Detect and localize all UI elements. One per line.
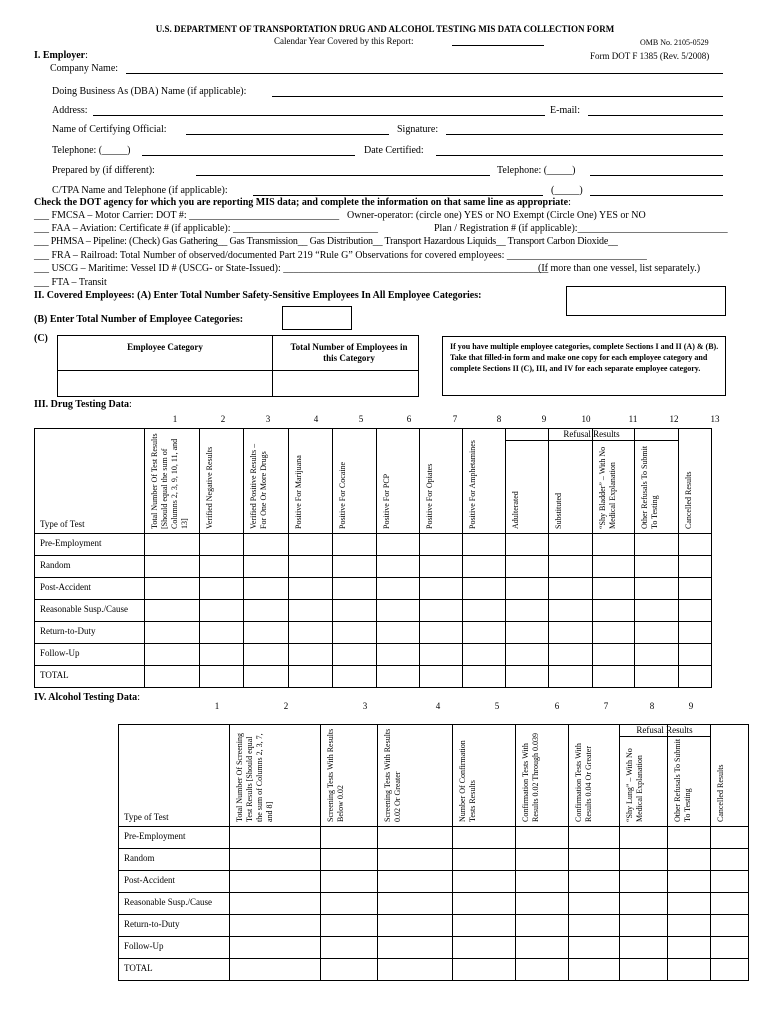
alcohol-cell-input[interactable]: [620, 849, 667, 870]
alcohol-cell-input[interactable]: [620, 827, 667, 848]
drug-cell-input[interactable]: [463, 578, 505, 599]
drug-cell-input[interactable]: [679, 600, 711, 621]
drug-col-header: Adulterated: [511, 491, 520, 529]
agency-instruction-text: Check the DOT agency for which you are reporting MIS data; and complete the information on that same line as appropriate: [34, 197, 569, 208]
calendar-year-field[interactable]: [452, 45, 544, 46]
drug-cell-input[interactable]: [377, 600, 419, 621]
alcohol-cell-input[interactable]: [378, 849, 452, 870]
drug-row-label: TOTAL: [40, 670, 69, 680]
alcohol-cell-input[interactable]: [668, 827, 710, 848]
alcohol-cell-input[interactable]: [620, 959, 667, 980]
drug-right-border: [711, 428, 712, 688]
alcohol-cell-input[interactable]: [569, 959, 619, 980]
date-certified-label: Date Certified:: [364, 145, 424, 156]
drug-cell-input[interactable]: [420, 534, 462, 555]
drug-row-label: Return-to-Duty: [40, 626, 96, 636]
alcohol-cell-input[interactable]: [569, 915, 619, 936]
alcohol-cell-input[interactable]: [453, 937, 515, 958]
prepared-by-label: Prepared by (if different):: [52, 165, 155, 176]
drug-cell-input[interactable]: [145, 578, 199, 599]
certifying-official-field[interactable]: [186, 134, 389, 135]
signature-label: Signature:: [397, 124, 439, 135]
alcohol-cell-input[interactable]: [620, 937, 667, 958]
alcohol-left-border: [118, 724, 119, 981]
agency-fmcsa[interactable]: ___ FMCSA – Motor Carrier: DOT #: ______________________________: [34, 210, 340, 221]
total-employees-input[interactable]: [566, 286, 726, 316]
drug-cell-input[interactable]: [679, 666, 711, 687]
alcohol-cell-input[interactable]: [230, 959, 320, 980]
drug-cell-input[interactable]: [200, 578, 243, 599]
drug-cell-input[interactable]: [244, 534, 288, 555]
drug-cell-input[interactable]: [506, 600, 548, 621]
drug-cell-input[interactable]: [593, 600, 634, 621]
drug-col-header: Positive For Marijuana: [294, 455, 303, 529]
alcohol-cell-input[interactable]: [711, 937, 748, 958]
agency-fra[interactable]: ___ FRA – Railroad: Total Number of observed/documented Part 219 “Rule G” Observations for covered employees: ____________________________: [34, 250, 647, 261]
drug-cell-input[interactable]: [463, 666, 505, 687]
drug-cell-input[interactable]: [420, 578, 462, 599]
ctpa-field[interactable]: [253, 195, 543, 196]
alcohol-cell-input[interactable]: [230, 849, 320, 870]
alcohol-col-number: 3: [362, 701, 368, 711]
alcohol-cell-input[interactable]: [569, 871, 619, 892]
alcohol-cell-input[interactable]: [321, 893, 377, 914]
drug-cell-input[interactable]: [420, 600, 462, 621]
alcohol-cell-input[interactable]: [453, 871, 515, 892]
drug-cell-input[interactable]: [420, 666, 462, 687]
drug-cell-input[interactable]: [289, 556, 332, 577]
employee-category-header: Employee Category: [127, 342, 203, 352]
alcohol-cell-input[interactable]: [711, 827, 748, 848]
alcohol-row-label: Random: [124, 853, 155, 863]
alcohol-cell-input[interactable]: [230, 871, 320, 892]
drug-row-label: Reasonable Susp./Cause: [40, 604, 128, 614]
form-number: Form DOT F 1385 (Rev. 5/2008): [590, 51, 710, 61]
drug-col-number: 6: [406, 414, 412, 424]
alcohol-cell-input[interactable]: [378, 827, 452, 848]
alcohol-cell-input[interactable]: [378, 959, 452, 980]
alcohol-cell-input[interactable]: [569, 937, 619, 958]
drug-col-header: Positive For Opiates: [425, 463, 434, 529]
alcohol-cell-input[interactable]: [516, 959, 568, 980]
drug-cell-input[interactable]: [463, 556, 505, 577]
drug-cell-input[interactable]: [377, 578, 419, 599]
drug-cell-input[interactable]: [549, 556, 592, 577]
drug-cell-input[interactable]: [463, 534, 505, 555]
drug-cell-input[interactable]: [679, 556, 711, 577]
drug-row-label: Follow-Up: [40, 648, 80, 658]
employee-category-input[interactable]: [58, 371, 271, 395]
drug-cell-input[interactable]: [679, 622, 711, 643]
drug-cell-input[interactable]: [679, 644, 711, 665]
drug-cell-input[interactable]: [333, 622, 376, 643]
alcohol-cell-input[interactable]: [453, 915, 515, 936]
drug-cell-input[interactable]: [145, 622, 199, 643]
drug-cell-input[interactable]: [289, 578, 332, 599]
alcohol-cell-input[interactable]: [321, 915, 377, 936]
drug-cell-input[interactable]: [593, 622, 634, 643]
drug-col-header: “Shy Bladder” – With No Medical Explanation: [598, 446, 617, 529]
drug-col-number: 10: [581, 414, 591, 424]
drug-testing-heading-text: III. Drug Testing Data: [34, 399, 130, 410]
dba-field[interactable]: [272, 96, 723, 97]
drug-cell-input[interactable]: [506, 578, 548, 599]
alcohol-cell-input[interactable]: [321, 871, 377, 892]
alcohol-col-number: 9: [688, 701, 694, 711]
drug-cell-input[interactable]: [200, 556, 243, 577]
drug-cell-input[interactable]: [549, 666, 592, 687]
drug-col-header: Cancelled Results: [684, 471, 693, 529]
drug-col-header: Total Number Of Test Results [Should equal the sum of Columns 2, 3, 9, 10, 11, and 13]: [150, 433, 189, 529]
telephone2-label: Telephone: (_____): [497, 165, 576, 176]
alcohol-cell-input[interactable]: [711, 959, 748, 980]
drug-cell-input[interactable]: [506, 556, 548, 577]
drug-cell-input[interactable]: [333, 578, 376, 599]
date-certified-field[interactable]: [436, 155, 723, 156]
alcohol-cell-input[interactable]: [321, 849, 377, 870]
drug-cell-input[interactable]: [463, 600, 505, 621]
alcohol-cell-input[interactable]: [378, 871, 452, 892]
alcohol-col-header: Screening Tests With Results Below 0.02: [326, 728, 345, 822]
drug-cell-input[interactable]: [200, 600, 243, 621]
alcohol-cell-input[interactable]: [668, 937, 710, 958]
total-in-category-header: Total Number of Employees in this Category: [290, 342, 408, 363]
drug-cell-input[interactable]: [463, 622, 505, 643]
drug-cell-input[interactable]: [244, 600, 288, 621]
drug-col-number: 11: [628, 414, 638, 424]
drug-cell-input[interactable]: [200, 666, 243, 687]
drug-cell-input[interactable]: [145, 666, 199, 687]
alcohol-cell-input[interactable]: [321, 827, 377, 848]
section-c-label: (C): [34, 333, 48, 344]
ctpa-phone-label: (_____): [551, 185, 583, 196]
drug-cell-input[interactable]: [244, 622, 288, 643]
employer-heading-text: I. Employer: [34, 50, 86, 61]
drug-cell-input[interactable]: [333, 666, 376, 687]
alcohol-cell-input[interactable]: [453, 827, 515, 848]
agency-fta[interactable]: ___ FTA – Transit: [34, 277, 107, 288]
drug-refusal-header: Refusal Results: [563, 429, 620, 439]
email-label: E-mail:: [550, 105, 580, 116]
drug-cell-input[interactable]: [377, 556, 419, 577]
alcohol-col-number: 8: [649, 701, 655, 711]
alcohol-col-header: Confirmation Tests With Results 0.04 Or Greater: [574, 743, 593, 822]
drug-col-header: Positive For PCP: [382, 473, 391, 529]
drug-cell-input[interactable]: [593, 556, 634, 577]
drug-col-number: 1: [172, 414, 178, 424]
drug-cell-input[interactable]: [377, 622, 419, 643]
drug-col-header: Substituted: [554, 492, 563, 529]
drug-cell-input[interactable]: [289, 666, 332, 687]
alcohol-col-header: Cancelled Results: [716, 764, 725, 822]
covered-employees-heading: II. Covered Employees: (A) Enter Total Number Safety-Sensitive Employees In All Employee Categories:: [34, 290, 482, 301]
drug-cell-input[interactable]: [593, 666, 634, 687]
alcohol-col-number: 6: [554, 701, 560, 711]
alcohol-testing-heading: [34, 692, 140, 703]
alcohol-type-header: Type of Test: [124, 812, 169, 822]
alcohol-col-number: 7: [603, 701, 609, 711]
drug-cell-input[interactable]: [244, 578, 288, 599]
alcohol-cell-input[interactable]: [516, 871, 568, 892]
drug-cell-input[interactable]: [679, 578, 711, 599]
alcohol-cell-input[interactable]: [516, 893, 568, 914]
drug-cell-input[interactable]: [420, 644, 462, 665]
drug-row-label: Post-Accident: [40, 582, 91, 592]
alcohol-cell-input[interactable]: [516, 827, 568, 848]
drug-cell-input[interactable]: [333, 534, 376, 555]
drug-cell-input[interactable]: [635, 644, 678, 665]
drug-col-number: 13: [710, 414, 720, 424]
drug-cell-input[interactable]: [145, 644, 199, 665]
alcohol-refusal-header: Refusal Results: [636, 725, 693, 735]
drug-col-number: 12: [669, 414, 679, 424]
agency-fmcsa-owner: Owner-operator: (circle one) YES or NO Exempt (Circle One) YES or NO: [347, 210, 646, 221]
alcohol-cell-input[interactable]: [378, 937, 452, 958]
alcohol-cell-input[interactable]: [620, 915, 667, 936]
drug-cell-input[interactable]: [377, 644, 419, 665]
drug-cell-input[interactable]: [145, 556, 199, 577]
drug-cell-input[interactable]: [420, 622, 462, 643]
company-name-field[interactable]: [126, 73, 723, 74]
alcohol-bottom-border: [118, 980, 749, 981]
alcohol-row-label: TOTAL: [124, 963, 153, 973]
employee-categories-input[interactable]: [282, 306, 352, 330]
form-title: U.S. DEPARTMENT OF TRANSPORTATION DRUG AND ALCOHOL TESTING MIS DATA COLLECTION FORM: [155, 24, 615, 34]
email-field[interactable]: [588, 115, 723, 116]
drug-col-header: Positive For Cocaine: [338, 461, 347, 529]
alcohol-cell-input[interactable]: [569, 827, 619, 848]
drug-col-number: 2: [220, 414, 226, 424]
drug-cell-input[interactable]: [593, 578, 634, 599]
alcohol-row-label: Post-Accident: [124, 875, 175, 885]
drug-cell-input[interactable]: [200, 644, 243, 665]
alcohol-col-header: Total Number Of Screening Test Results [Should equal the sum of Columns 2, 3, 7, and 8]: [235, 733, 274, 822]
ctpa-phone-field[interactable]: [590, 195, 723, 196]
drug-cell-input[interactable]: [463, 644, 505, 665]
alcohol-col-header: Number Of Confirmation Tests Results: [458, 740, 477, 822]
drug-refusal-line: [505, 440, 679, 441]
drug-col-header: Other Refusals To Submit To Testing: [640, 445, 659, 529]
telephone2-field[interactable]: [590, 175, 723, 176]
agency-instruction: [34, 197, 571, 208]
alcohol-col-header: Confirmation Tests With Results 0.02 Through 0.039: [521, 733, 540, 822]
agency-uscg[interactable]: ___ USCG – Maritime: Vessel ID # (USCG- or State-Issued): _____________________________________________________: [34, 263, 549, 274]
employee-categories-label: (B) Enter Total Number of Employee Categories:: [34, 314, 244, 325]
alcohol-col-number: 2: [283, 701, 289, 711]
drug-col-number: 7: [452, 414, 458, 424]
alcohol-col-header: Screening Tests With Results 0.02 Or Greater: [383, 728, 402, 822]
drug-cell-input[interactable]: [506, 644, 548, 665]
drug-col-number: 4: [313, 414, 319, 424]
drug-cell-input[interactable]: [549, 600, 592, 621]
alcohol-cell-input[interactable]: [230, 915, 320, 936]
drug-cell-input[interactable]: [549, 644, 592, 665]
alcohol-cell-input[interactable]: [620, 871, 667, 892]
drug-cell-input[interactable]: [244, 556, 288, 577]
drug-testing-heading-colon: :: [129, 399, 132, 410]
alcohol-cell-input[interactable]: [378, 915, 452, 936]
drug-cell-input[interactable]: [333, 600, 376, 621]
alcohol-cell-input[interactable]: [453, 893, 515, 914]
calendar-year-label: Calendar Year Covered by this Report:: [274, 36, 414, 46]
drug-col-number: 9: [541, 414, 547, 424]
ctpa-label: C/TPA Name and Telephone (if applicable):: [52, 185, 228, 196]
alcohol-col-header: Other Refusals To Submit To Testing: [673, 738, 692, 822]
drug-cell-input[interactable]: [506, 534, 548, 555]
alcohol-cell-input[interactable]: [711, 871, 748, 892]
alcohol-testing-heading-colon: :: [137, 692, 140, 703]
telephone-field[interactable]: [142, 155, 355, 156]
alcohol-col-number: 4: [435, 701, 441, 711]
drug-col-header: Verified Negative Results: [205, 446, 214, 529]
employer-heading: [34, 50, 88, 61]
drug-cell-input[interactable]: [377, 666, 419, 687]
alcohol-cell-input[interactable]: [668, 849, 710, 870]
drug-left-border: [34, 428, 35, 688]
drug-cell-input[interactable]: [635, 622, 678, 643]
drug-cell-input[interactable]: [289, 600, 332, 621]
drug-cell-input[interactable]: [593, 534, 634, 555]
total-in-category-input[interactable]: [273, 371, 417, 395]
drug-cell-input[interactable]: [549, 622, 592, 643]
drug-cell-input[interactable]: [244, 644, 288, 665]
drug-cell-input[interactable]: [593, 644, 634, 665]
certifying-official-label: Name of Certifying Official:: [52, 124, 167, 135]
multiple-categories-note: If you have multiple employee categories, complete Sections I and II (A) & (B). Take that filled-in form and make one copy for each employee category and complete Sections II (C), III, and IV for each separate employee category.: [450, 342, 719, 373]
drug-cell-input[interactable]: [200, 534, 243, 555]
drug-col-number: 8: [496, 414, 502, 424]
drug-col-number: 5: [358, 414, 364, 424]
alcohol-cell-input[interactable]: [516, 849, 568, 870]
alcohol-cell-input[interactable]: [620, 893, 667, 914]
signature-field[interactable]: [446, 134, 723, 135]
drug-cell-input[interactable]: [289, 534, 332, 555]
drug-bottom-border: [34, 687, 712, 688]
address-field[interactable]: [93, 115, 545, 116]
dba-label: Doing Business As (DBA) Name (if applicable):: [52, 86, 247, 97]
alcohol-refusal-line: [619, 736, 711, 737]
alcohol-cell-input[interactable]: [516, 915, 568, 936]
alcohol-col-number: 5: [494, 701, 500, 711]
drug-cell-input[interactable]: [244, 666, 288, 687]
alcohol-cell-input[interactable]: [516, 937, 568, 958]
drug-col-header: Positive For Amphetamines: [468, 440, 477, 529]
alcohol-cell-input[interactable]: [378, 893, 452, 914]
drug-cell-input[interactable]: [289, 622, 332, 643]
alcohol-cell-input[interactable]: [711, 915, 748, 936]
drug-cell-input[interactable]: [635, 578, 678, 599]
alcohol-cell-input[interactable]: [230, 893, 320, 914]
drug-cell-input[interactable]: [549, 578, 592, 599]
drug-col-header: Verified Positive Results – For One Or More Drugs: [249, 443, 268, 529]
alcohol-cell-input[interactable]: [453, 959, 515, 980]
alcohol-testing-heading-text: IV. Alcohol Testing Data: [34, 692, 138, 703]
drug-cell-input[interactable]: [420, 556, 462, 577]
drug-cell-input[interactable]: [333, 644, 376, 665]
drug-cell-input[interactable]: [333, 556, 376, 577]
drug-cell-input[interactable]: [635, 600, 678, 621]
agency-faa-plan: Plan / Registration # (if applicable):______________________________: [434, 223, 728, 234]
alcohol-right-border: [748, 724, 749, 981]
agency-instruction-colon: :: [568, 197, 571, 208]
drug-type-header: Type of Test: [40, 519, 85, 529]
drug-cell-input[interactable]: [679, 534, 711, 555]
drug-cell-input[interactable]: [145, 534, 199, 555]
drug-row-label: Pre-Employment: [40, 538, 102, 548]
alcohol-cell-input[interactable]: [321, 959, 377, 980]
drug-cell-input[interactable]: [506, 622, 548, 643]
drug-cell-input[interactable]: [289, 644, 332, 665]
agency-phmsa[interactable]: ___ PHMSA – Pipeline: (Check) Gas Gathering__ Gas Transmission__ Gas Distribution__ Transport Hazardous Liquids__ Transport Carbon Dioxide__: [34, 236, 618, 247]
company-name-label: Company Name:: [50, 63, 119, 74]
alcohol-cell-input[interactable]: [453, 849, 515, 870]
drug-cell-input[interactable]: [549, 534, 592, 555]
employer-heading-colon: :: [85, 50, 88, 61]
alcohol-cell-input[interactable]: [321, 937, 377, 958]
drug-cell-input[interactable]: [635, 556, 678, 577]
drug-col-number: 3: [265, 414, 271, 424]
telephone-label: Telephone: (_____): [52, 145, 131, 156]
alcohol-row-label: Reasonable Susp./Cause: [124, 897, 212, 907]
omb-number: OMB No. 2105-0529: [640, 38, 709, 47]
drug-cell-input[interactable]: [635, 534, 678, 555]
alcohol-cell-input[interactable]: [668, 893, 710, 914]
drug-row-label: Random: [40, 560, 71, 570]
alcohol-col-header: “Shy Lung” – With No Medical Explanation: [625, 748, 644, 822]
drug-cell-input[interactable]: [145, 600, 199, 621]
alcohol-cell-input[interactable]: [711, 893, 748, 914]
agency-uscg-note: (If more than one vessel, list separately.): [538, 263, 701, 274]
alcohol-cell-input[interactable]: [668, 871, 710, 892]
address-label: Address:: [52, 105, 88, 116]
drug-testing-heading: [34, 399, 132, 410]
alcohol-cell-input[interactable]: [569, 849, 619, 870]
drug-cell-input[interactable]: [200, 622, 243, 643]
agency-faa[interactable]: ___ FAA – Aviation: Certificate # (if applicable): _____________________________: [34, 223, 379, 234]
drug-cell-input[interactable]: [506, 666, 548, 687]
alcohol-cell-input[interactable]: [230, 827, 320, 848]
prepared-by-field[interactable]: [196, 175, 490, 176]
drug-cell-input[interactable]: [377, 534, 419, 555]
alcohol-col-number: 1: [214, 701, 220, 711]
alcohol-cell-input[interactable]: [230, 937, 320, 958]
alcohol-cell-input[interactable]: [711, 849, 748, 870]
alcohol-cell-input[interactable]: [668, 959, 710, 980]
alcohol-row-label: Pre-Employment: [124, 831, 186, 841]
drug-cell-input[interactable]: [635, 666, 678, 687]
alcohol-row-label: Return-to-Duty: [124, 919, 180, 929]
alcohol-cell-input[interactable]: [668, 915, 710, 936]
alcohol-row-label: Follow-Up: [124, 941, 164, 951]
alcohol-cell-input[interactable]: [569, 893, 619, 914]
